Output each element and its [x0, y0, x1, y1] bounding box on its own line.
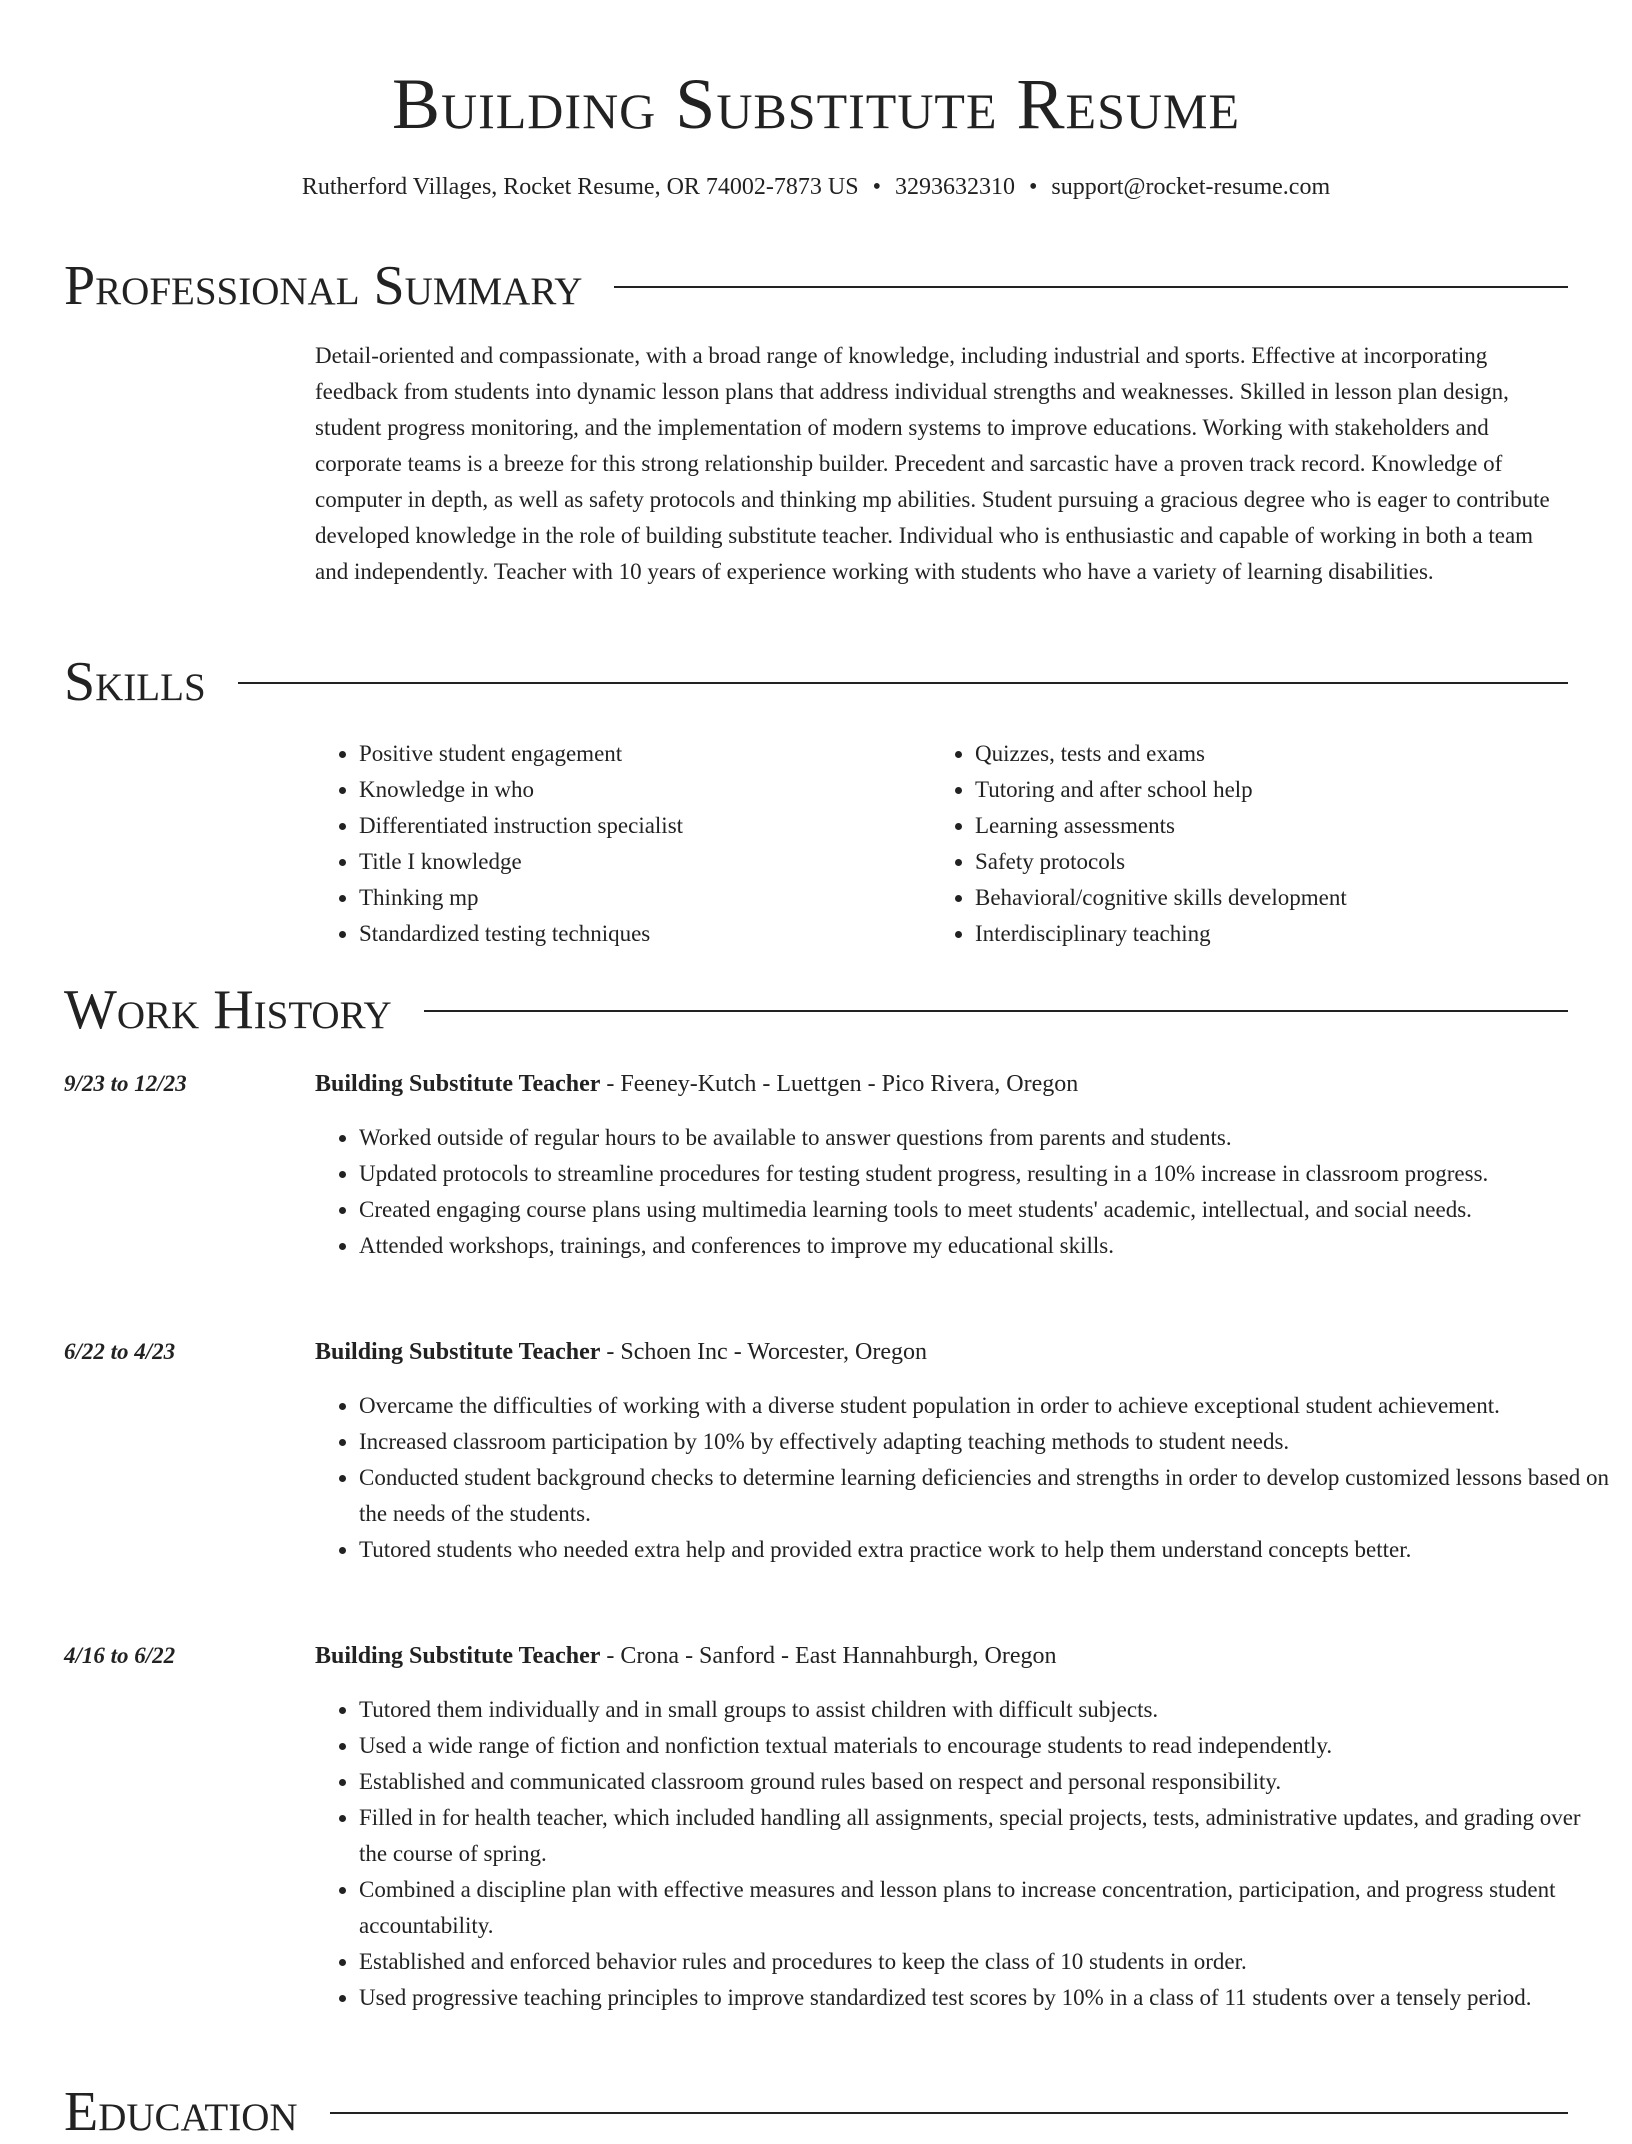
contact-address: Rutherford Villages, Rocket Resume, OR 74002-7873 US	[301, 174, 859, 200]
job-employer: - Feeney-Kutch - Luettgen - Pico Rivera, Oregon	[600, 1071, 1079, 1097]
skill-item: • Tutoring and after school help	[975, 772, 1347, 808]
job-bullets	[315, 1692, 1612, 2016]
job-header	[315, 1638, 1057, 1674]
work-section-header	[64, 978, 1568, 1042]
summary-text: Detail-oriented and compassionate, with a broad range of knowledge, including industrial and sports. Effective at incorporating feedback from students into dynamic lesson plans that address individual strengths and weaknesses. Skilled in lesson plan design, student progress monitoring, and the implementation of modern systems to improve educations. Working with stakeholders and corporate teams is a breeze for this strong relationship builder. Precedent and sarcastic have a proven track record. Knowledge of computer in depth, as well as safety protocols and thinking mp abilities. Student pursuing a gracious degree who is eager to contribute developed knowledge in the role of building substitute teacher. Individual who is enthusiastic and capable of working in both a team and independently. Teacher with 10 years of experience working with students who have a variety of learning disabilities.	[315, 343, 1550, 584]
skill-item: • Differentiated instruction specialist	[359, 808, 931, 844]
skills-section-header	[64, 650, 1568, 714]
summary-section-header	[64, 254, 1568, 318]
section-divider	[424, 1010, 1568, 1012]
job-employer: - Crona - Sanford - East Hannahburgh, Oregon	[600, 1643, 1057, 1669]
job-bullet: • Established and communicated classroom ground rules based on respect and personal responsibility.	[359, 1764, 1612, 1800]
skill-item: • Positive student engagement	[359, 736, 931, 772]
job-header	[315, 1334, 927, 1370]
job-bullets	[315, 1120, 1612, 1264]
contact-phone: 3293632310	[895, 174, 1016, 200]
job-bullet: • Tutored students who needed extra help and provided extra practice work to help them understand concepts better.	[359, 1532, 1612, 1568]
resume-page	[64, 0, 1609, 2143]
job-bullet: • Established and enforced behavior rules and procedures to keep the class of 10 students in order.	[359, 1944, 1612, 1980]
job-title: Building Substitute Teacher	[315, 1071, 601, 1097]
skills-column-2	[931, 736, 1347, 952]
job-bullet: • Used progressive teaching principles to improve standardized test scores by 10% in a class of 11 students over a tensely period.	[359, 1980, 1612, 2016]
job-header	[315, 1066, 1078, 1102]
section-divider	[238, 682, 1568, 684]
job-bullet: • Conducted student background checks to determine learning deficiencies and strengths in order to develop customized lessons based on the needs of the students.	[359, 1460, 1612, 1532]
skill-item: • Safety protocols	[975, 844, 1347, 880]
skill-item: • Quizzes, tests and exams	[975, 736, 1347, 772]
job-title: Building Substitute Teacher	[315, 1643, 601, 1669]
job-bullet: • Updated protocols to streamline procedures for testing student progress, resulting in a 10% increase in classroom progress.	[359, 1156, 1612, 1192]
skill-item: • Interdisciplinary teaching	[975, 916, 1347, 952]
job-bullet: • Used a wide range of fiction and nonfiction textual materials to encourage students to read independently.	[359, 1728, 1612, 1764]
job-bullet: • Tutored them individually and in small groups to assist children with difficult subjects.	[359, 1692, 1612, 1728]
job-dates: 9/23 to 12/23	[64, 1071, 187, 1096]
job-bullet: • Worked outside of regular hours to be available to answer questions from parents and students.	[359, 1120, 1612, 1156]
job-title: Building Substitute Teacher	[315, 1339, 601, 1365]
skill-item: • Title I knowledge	[359, 844, 931, 880]
job-dates: 6/22 to 4/23	[64, 1339, 176, 1364]
job-bullet: • Created engaging course plans using multimedia learning tools to meet students' academic, intellectual, and social needs.	[359, 1192, 1612, 1228]
skills-heading: Skills	[64, 651, 206, 713]
job-bullet: • Attended workshops, trainings, and conferences to improve my educational skills.	[359, 1228, 1612, 1264]
job-bullet: • Increased classroom participation by 10% by effectively adapting teaching methods to student needs.	[359, 1424, 1612, 1460]
skill-item: • Thinking mp	[359, 880, 931, 916]
contact-email: support@rocket-resume.com	[1051, 174, 1331, 200]
job-bullet: • Overcame the difficulties of working with a diverse student population in order to achieve exceptional student achievement.	[359, 1388, 1612, 1424]
work-heading: Work History	[64, 979, 392, 1041]
job-employer: - Schoen Inc - Worcester, Oregon	[600, 1339, 927, 1365]
skill-item: • Standardized testing techniques	[359, 916, 931, 952]
skill-item: • Behavioral/cognitive skills development	[975, 880, 1347, 916]
contact-separator: •	[872, 174, 882, 200]
resume-title: Building Substitute Resume	[391, 64, 1241, 144]
summary-heading: Professional Summary	[64, 255, 583, 317]
job-bullet: • Filled in for health teacher, which included handling all assignments, special projects, tests, administrative updates, and grading over the course of spring.	[359, 1800, 1612, 1872]
job-bullets	[315, 1388, 1612, 1568]
skill-item: • Learning assessments	[975, 808, 1347, 844]
section-divider	[330, 2112, 1568, 2114]
education-section-header	[64, 2080, 1568, 2144]
education-heading: Education	[64, 2081, 298, 2143]
job-bullet: • Combined a discipline plan with effective measures and lesson plans to increase concentration, participation, and progress student accountability.	[359, 1872, 1612, 1944]
skills-list	[315, 736, 1568, 952]
contact-line	[64, 172, 1568, 202]
contact-separator: •	[1029, 174, 1038, 200]
job-dates: 4/16 to 6/22	[64, 1643, 176, 1668]
skill-item: • Knowledge in who	[359, 772, 931, 808]
section-divider	[614, 286, 1568, 288]
skills-column-1	[315, 736, 931, 952]
